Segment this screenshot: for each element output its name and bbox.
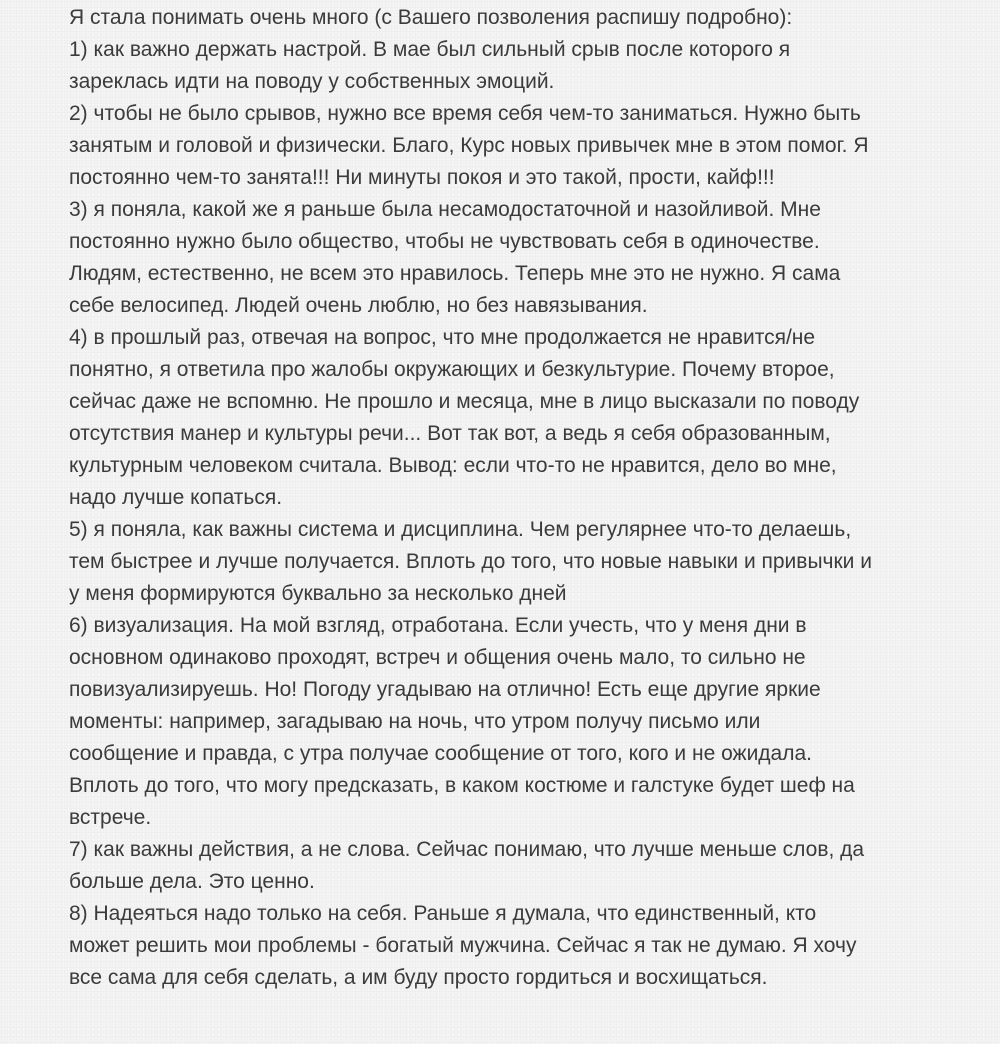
note-line: больше дела. Это ценно. <box>69 870 315 893</box>
note-line: моменты: например, загадываю на ночь, что утром получу письмо или <box>69 710 761 733</box>
note-line: 1) как важно держать настрой. В мае был сильный срыв после которого я <box>69 38 791 61</box>
note-line: может решить мои проблемы - богатый мужчина. Сейчас я так не думаю. Я хочу <box>69 934 857 957</box>
note-line: постоянно чем-то занята!!! Ни минуты покоя и это такой, прости, кайф!!! <box>69 166 775 189</box>
note-line: понятно, я ответила про жалобы окружающих и безкультурие. Почему второе, <box>69 358 835 381</box>
note-line: занятым и головой и физически. Благо, Курс новых привычек мне в этом помог. Я <box>69 134 869 157</box>
note-line: у меня формируются буквально за несколько дней <box>69 582 567 605</box>
note-line: 3) я поняла, какой же я раньше была несамодостаточной и назойливой. Мне <box>69 198 821 221</box>
note-line: Людям, естественно, не всем это нравилось. Теперь мне это не нужно. Я сама <box>69 262 841 285</box>
note-line: основном одинаково проходят, встреч и общения очень мало, то сильно не <box>69 646 806 669</box>
note-line: 7) как важны действия, а не слова. Сейчас понимаю, что лучше меньше слов, да <box>69 838 865 861</box>
note-line: повизуализируешь. Но! Погоду угадываю на отлично! Есть еще другие яркие <box>69 678 821 701</box>
note-text <box>69 2 979 994</box>
note-line: культурным человеком считала. Вывод: если что-то не нравится, дело во мне, <box>69 454 837 477</box>
note-line: 4) в прошлый раз, отвечая на вопрос, что мне продолжается не нравится/не <box>69 326 816 349</box>
note-line: постоянно нужно было общество, чтобы не чувствовать себя в одиночестве. <box>69 230 820 253</box>
note-line: Вплоть до того, что могу предсказать, в каком костюме и галстуке будет шеф на <box>69 774 855 797</box>
note-line: 5) я поняла, как важны система и дисциплина. Чем регулярнее что-то делаешь, <box>69 518 852 541</box>
note-line: 8) Надеяться надо только на себя. Раньше я думала, что единственный, кто <box>69 902 817 925</box>
note-line: все сама для себя сделать, а им буду просто гордиться и восхищаться. <box>69 966 768 989</box>
note-line: сейчас даже не вспомню. Не прошло и месяца, мне в лицо высказали по поводу <box>69 390 860 413</box>
note-line: зареклась идти на поводу у собственных эмоций. <box>69 70 555 93</box>
note-line: 2) чтобы не было срывов, нужно все время себя чем-то заниматься. Нужно быть <box>69 102 861 125</box>
note-line: сообщение и правда, с утра получае сообщение от того, кого и не ожидала. <box>69 742 812 765</box>
note-line: встрече. <box>69 806 152 829</box>
note-line: надо лучше копаться. <box>69 486 283 509</box>
note-line: себе велосипед. Людей очень люблю, но без навязывания. <box>69 294 648 317</box>
note-line: Я стала понимать очень много (с Вашего позволения распишу подробно): <box>69 6 793 29</box>
note-line: отсутствия манер и культуры речи... Вот так вот, а ведь я себя образованным, <box>69 422 831 445</box>
note-line: 6) визуализация. На мой взгляд, отработана. Если учесть, что у меня дни в <box>69 614 807 637</box>
note-line: тем быстрее и лучше получается. Вплоть до того, что новые навыки и привычки и <box>69 550 872 573</box>
